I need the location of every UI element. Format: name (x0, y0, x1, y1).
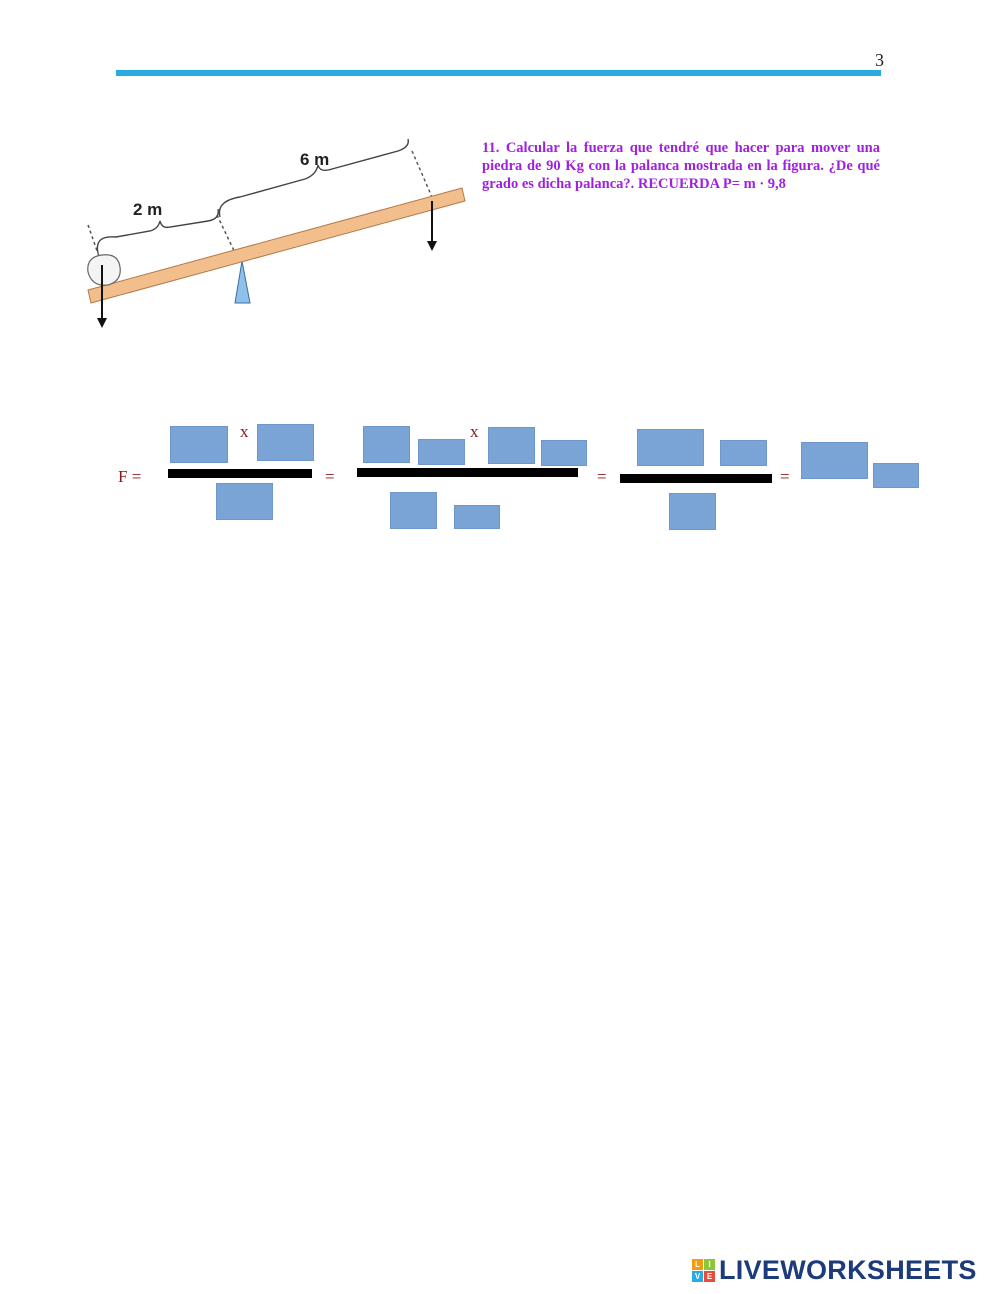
answer-box[interactable] (541, 440, 587, 466)
answer-box[interactable] (454, 505, 500, 529)
brand-icon-tile: L (692, 1259, 703, 1270)
brand-icon-tile: V (692, 1271, 703, 1282)
answer-box[interactable] (669, 493, 716, 530)
answer-box[interactable] (720, 440, 767, 466)
answer-box[interactable] (488, 427, 535, 464)
brand-logo (692, 1254, 977, 1286)
equals-sign: = (325, 467, 335, 486)
answer-box[interactable] (390, 492, 437, 529)
fraction-bar (620, 474, 772, 483)
label-short-arm: 2 m (133, 200, 163, 219)
brand-name: LIVEWORKSHEETS (719, 1254, 977, 1285)
header-rule (116, 70, 881, 76)
answer-box[interactable] (170, 426, 228, 463)
label-long-arm: 6 m (300, 150, 330, 169)
fraction-bar (168, 469, 312, 478)
equals-sign: = (780, 467, 790, 486)
answer-box[interactable] (363, 426, 410, 463)
brand-icon-tile: E (704, 1271, 715, 1282)
times-sign: x (240, 422, 249, 441)
answer-box[interactable] (873, 463, 919, 488)
brand-icon-tile: I (704, 1259, 715, 1270)
rock (88, 255, 120, 285)
fulcrum (235, 261, 250, 303)
question-text: 11. Calcular la fuerza que tendré que hacer para mover una piedra de 90 Kg con la palanca mostrada en la figura. ¿De qué grado es dicha palanca?. RECUERDA P= m · 9,8 (482, 140, 880, 192)
answer-box[interactable] (216, 483, 273, 520)
times-sign: x (470, 422, 479, 441)
brand-icon (692, 1259, 715, 1282)
equals-sign: = (597, 467, 607, 486)
load-arrow-head (97, 318, 107, 328)
equation-lhs: F = (118, 467, 142, 486)
page-number: 3 (875, 50, 884, 70)
lever-figure (80, 135, 470, 335)
answer-box[interactable] (637, 429, 704, 466)
answer-box[interactable] (801, 442, 868, 479)
fraction-bar (357, 468, 578, 477)
effort-arrow-head (427, 241, 437, 251)
answer-box[interactable] (418, 439, 465, 465)
guide-line-effort (412, 151, 432, 197)
answer-box[interactable] (257, 424, 314, 461)
